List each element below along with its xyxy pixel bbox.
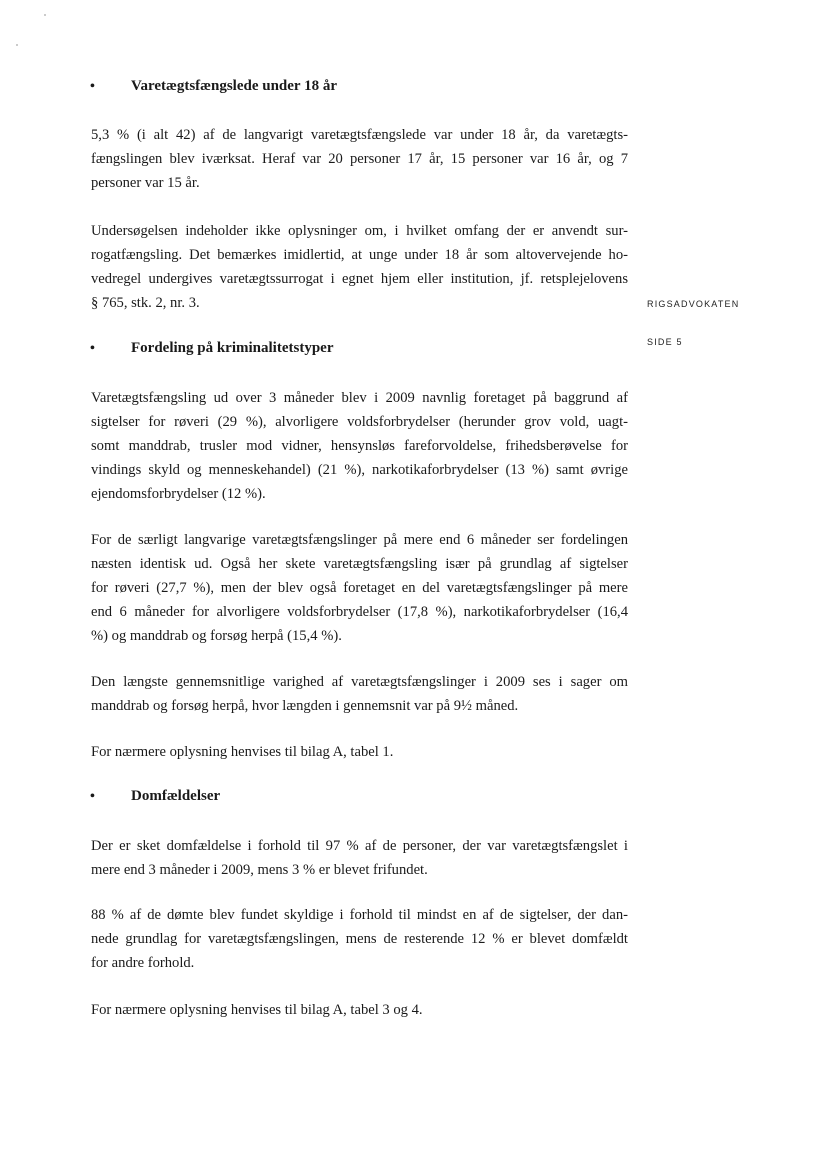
paragraph bbox=[91, 670, 628, 718]
paragraph bbox=[91, 903, 628, 975]
text-line: vindings skyld og menneskehandel) (21 %), narkotikaforbrydelser (13 %) samt øvrige bbox=[91, 462, 628, 478]
text-line: %) og manddrab og forsøg herpå (15,4 %). bbox=[91, 628, 342, 644]
bullet-icon: • bbox=[90, 340, 95, 356]
paragraph bbox=[91, 998, 628, 1022]
heading-text: Fordeling på kriminalitetstyper bbox=[131, 340, 334, 356]
scan-speck bbox=[44, 14, 46, 16]
text-line: For nærmere oplysning henvises til bilag A, tabel 1. bbox=[91, 744, 394, 760]
paragraph bbox=[91, 834, 628, 882]
text-line: personer var 15 år. bbox=[91, 175, 200, 191]
paragraph bbox=[91, 528, 628, 648]
text-line: manddrab og forsøg herpå, hvor længden i gennemsnit var på 9½ måned. bbox=[91, 698, 519, 714]
text-line: vedregel undergives varetægtssurrogat i egnet hjem eller institution, jf. retsplejelovens bbox=[91, 271, 628, 287]
section-heading bbox=[90, 78, 337, 95]
text-line: For de særligt langvarige varetægtsfængslinger på mere end 6 måneder ser fordelingen bbox=[91, 532, 628, 548]
scan-speck bbox=[16, 44, 18, 46]
bullet-icon: • bbox=[90, 788, 95, 804]
text-line: For nærmere oplysning henvises til bilag A, tabel 3 og 4. bbox=[91, 1002, 423, 1018]
text-line: Der er sket domfældelse i forhold til 97 % af de personer, der var varetægtsfængslet i bbox=[91, 838, 628, 854]
text-line: sigtelser for røveri (29 %), alvorligere voldsforbrydelser (herunder grov vold, uagt- bbox=[91, 414, 628, 430]
paragraph bbox=[91, 219, 628, 315]
text-line: 88 % af de dømte blev fundet skyldige i forhold til mindst en af de sigtelser, der dan- bbox=[91, 907, 628, 923]
text-line: 5,3 % (i alt 42) af de langvarigt varetægtsfængslede var under 18 år, da varetægts- bbox=[91, 127, 628, 143]
sidebar-org: RIGSADVOKATEN bbox=[647, 299, 740, 309]
heading-text: Domfældelser bbox=[131, 788, 221, 804]
paragraph bbox=[91, 740, 628, 764]
paragraph bbox=[91, 386, 628, 506]
text-line: § 765, stk. 2, nr. 3. bbox=[91, 295, 200, 311]
text-line: mere end 3 måneder i 2009, mens 3 % er blevet frifundet. bbox=[91, 862, 428, 878]
text-line: nede grundlag for varetægtsfængslingen, mens de resterende 12 % er blevet domfældt bbox=[91, 931, 628, 947]
text-line: for røveri (27,7 %), men der blev også foretaget en del varetægtsfængslinger på mere bbox=[91, 580, 628, 596]
text-line: ejendomsforbrydelser (12 %). bbox=[91, 486, 266, 502]
text-line: somt manddrab, trusler mod vidner, hensynsløs fareforvoldelse, frihedsberøvelse for bbox=[91, 438, 628, 454]
text-line: næsten identisk ud. Også her skete varetægtsfængsling især på grundlag af sigtelser bbox=[91, 556, 628, 572]
page-number: SIDE 5 bbox=[647, 337, 683, 347]
text-line: for andre forhold. bbox=[91, 955, 195, 971]
text-line: Den længste gennemsnitlige varighed af varetægtsfængslinger i 2009 ses i sager om bbox=[91, 674, 628, 690]
bullet-icon: • bbox=[90, 78, 95, 94]
paragraph bbox=[91, 123, 628, 195]
text-line: rogatfængsling. Det bemærkes imidlertid, at unge under 18 år som altovervejende ho- bbox=[91, 247, 628, 263]
text-line: Varetægtsfængsling ud over 3 måneder blev i 2009 navnlig foretaget på baggrund af bbox=[91, 390, 628, 406]
text-line: Undersøgelsen indeholder ikke oplysninger om, i hvilket omfang der er anvendt sur- bbox=[91, 223, 628, 239]
text-line: end 6 måneder for alvorligere voldsforbrydelser (17,8 %), narkotikaforbrydelser (16,4 bbox=[91, 604, 628, 620]
text-line: fængslingen blev iværksat. Heraf var 20 personer 17 år, 15 personer var 16 år, og 7 bbox=[91, 151, 628, 167]
section-heading bbox=[90, 788, 220, 805]
section-heading bbox=[90, 340, 334, 357]
heading-text: Varetægtsfængslede under 18 år bbox=[131, 78, 337, 94]
